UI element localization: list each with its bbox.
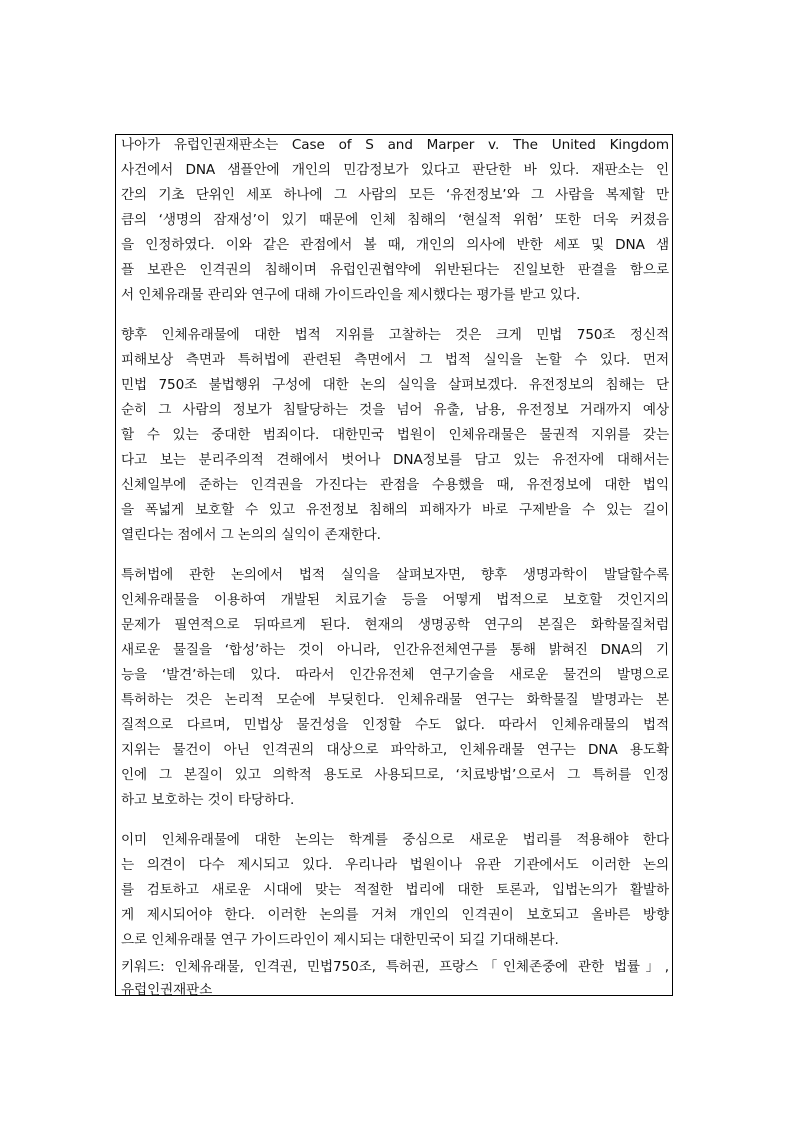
text-line: 능을 ‘발견’하는데 있다. 따라서 인간유전체 연구기술을 새로운 물건의 발명으로	[121, 667, 669, 683]
text-line: 나아가 유럽인권재판소는 Case of S and Marper v. The United Kingdom	[121, 137, 669, 153]
text-line: 할 수 있는 중대한 범죄이다. 대한민국 법원이 인체유래물은 물권적 지위를 갖는	[121, 427, 669, 443]
text-line: 플 보관은 인격권의 침해이며 유럽인권협약에 위반된다는 진일보한 판결을 함으로	[121, 262, 669, 278]
text-line: 향후 인체유래물에 대한 법적 지위를 고찰하는 것은 크게 민법 750조 정신적	[121, 327, 669, 343]
text-line: 이미 인체유래물에 대한 논의는 학계를 중심으로 새로운 법리를 적용해야 한다	[121, 832, 669, 848]
text-line: 특허하는 것은 논리적 모순에 부딪힌다. 인체유래물 연구는 화학물질 발명과는 본	[121, 692, 669, 708]
text-line: 문제가 필연적으로 뒤따르게 된다. 현재의 생명공학 연구의 본질은 화학물질처럼	[121, 617, 669, 633]
text-line: 질적으로 다르며, 민법상 물건성을 인정할 수도 없다. 따라서 인체유래물의 법적	[121, 717, 669, 733]
keywords-line: 유럽인권재판소	[121, 982, 213, 998]
text-line: 게 제시되어야 한다. 이러한 논의를 거쳐 개인의 인격권이 보호되고 올바른 방향	[121, 907, 669, 923]
text-line: 를 검토하고 새로운 시대에 맞는 적절한 법리에 대한 토론과, 입법논의가 활발하	[121, 882, 669, 898]
text-line: 하고 보호하는 것이 타당하다.	[121, 792, 295, 808]
text-line: 순히 그 사람의 정보가 침탈당하는 것을 넘어 유출, 남용, 유전정보 거래까지 예상	[121, 402, 669, 418]
text-line: 민법 750조 불법행위 구성에 대한 논의 실익을 살펴보겠다. 유전정보의 침해는 단	[121, 377, 669, 393]
text-line: 간의 기초 단위인 세포 하나에 그 사람의 모든 ‘유전정보’와 그 사람을 복제할 만	[121, 187, 669, 203]
keywords-line: 키워드: 인체유래물, 인격권, 민법750조, 특허권, 프랑스「인체존중에 관한 법률」,	[121, 959, 669, 975]
text-line: 인체유래물을 이용하여 개발된 치료기술 등을 어떻게 법적으로 보호할 것인지의	[121, 592, 669, 608]
text-line: 는 의견이 다수 제시되고 있다. 우리나라 법원이나 유관 기관에서도 이러한 논의	[121, 857, 669, 873]
text-line: 피해보상 측면과 특허법에 관련된 측면에서 그 법적 실익을 논할 수 있다. 먼저	[121, 352, 669, 368]
text-line: 으로 인체유래물 연구 가이드라인이 제시되는 대한민국이 되길 기대해본다.	[121, 932, 559, 948]
text-line: 다고 보는 분리주의적 견해에서 벗어나 DNA정보를 담고 있는 유전자에 대해서는	[121, 452, 669, 468]
text-line: 을 폭넓게 보호할 수 있고 유전정보 침해의 피해자가 바로 구제받을 수 있는 길이	[121, 502, 669, 518]
text-line: 열린다는 점에서 그 논의의 실익이 존재한다.	[121, 527, 381, 543]
text-line: 인에 그 본질이 있고 의학적 용도로 사용되므로, ‘치료방법’으로서 그 특허를 인정	[121, 767, 669, 783]
text-line: 을 인정하였다. 이와 같은 관점에서 볼 때, 개인의 의사에 반한 세포 및 DNA 샘	[121, 237, 669, 253]
text-line: 서 인체유래물 관리와 연구에 대해 가이드라인을 제시했다는 평가를 받고 있다.	[121, 287, 581, 303]
text-line: 지위는 물건이 아닌 인격권의 대상으로 파악하고, 인체유래물 연구는 DNA 용도확	[121, 742, 669, 758]
text-line: 새로운 물질을 ‘합성’하는 것이 아니라, 인간유전체연구를 통해 밝혀진 DNA의 기	[121, 642, 669, 658]
text-line: 특허법에 관한 논의에서 법적 실익을 살펴보자면, 향후 생명과학이 발달할수록	[121, 567, 669, 583]
text-line: 사건에서 DNA 샘플안에 개인의 민감정보가 있다고 판단한 바 있다. 재판소는 인	[121, 162, 669, 178]
text-line: 신체일부에 준하는 인격권을 가진다는 관점을 수용했을 때, 유전정보에 대한 법익	[121, 477, 669, 493]
text-line: 큼의 ‘생명의 잠재성’이 있기 때문에 인체 침해의 ‘현실적 위험’ 또한 더욱 커졌음	[121, 212, 669, 228]
